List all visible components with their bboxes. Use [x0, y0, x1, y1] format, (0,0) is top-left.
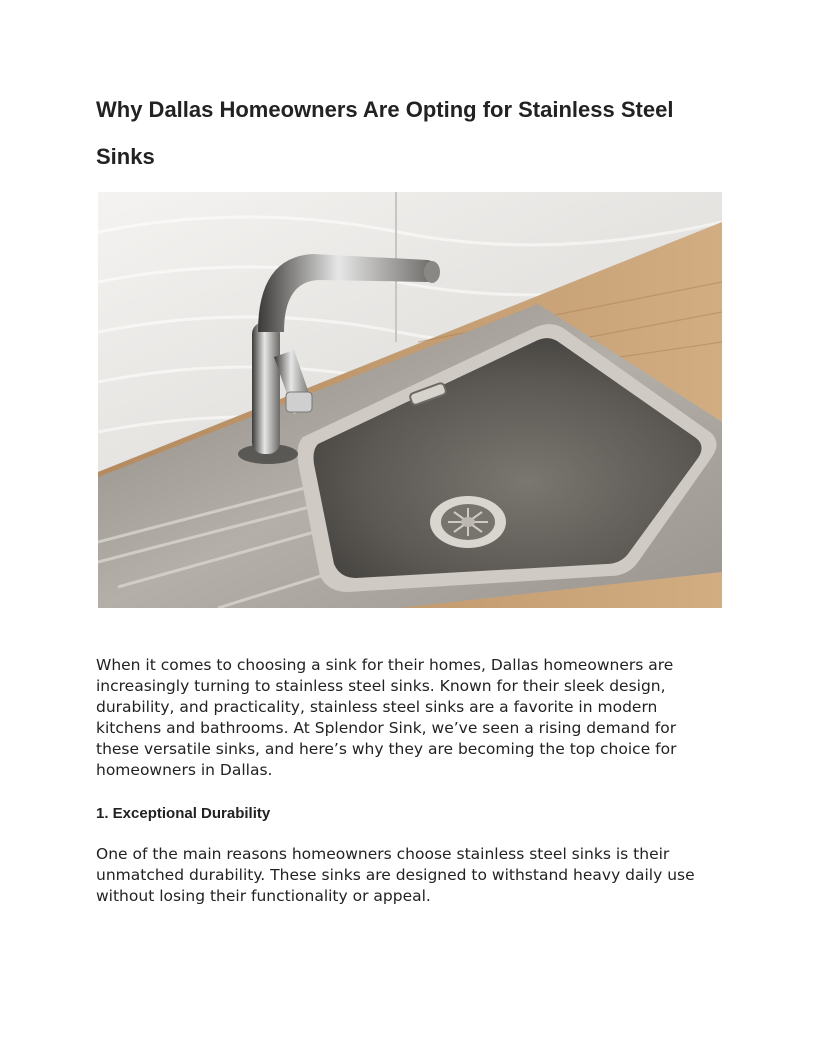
intro-paragraph: When it comes to choosing a sink for their homes, Dallas homeowners are increasingly turning to stainless steel sinks. Known for their sleek design, durability, and practicality, stainless steel sinks are a favorite in modern kitchens and bathrooms. At Splendor Sink, we’ve seen a rising demand for these versatile sinks, and here’s why they are becoming the top choice for homeowners in Dallas. [96, 656, 677, 779]
section-body: One of the main reasons homeowners choose stainless steel sinks is their unmatched durability. These sinks are designed to withstand heavy daily use without losing their functionality or appeal. [96, 845, 695, 905]
stainless-sink-photo [98, 192, 722, 608]
page-title: Why Dallas Homeowners Are Opting for Stainless Steel Sinks [96, 97, 674, 169]
section-heading: 1. Exceptional Durability [96, 805, 271, 822]
